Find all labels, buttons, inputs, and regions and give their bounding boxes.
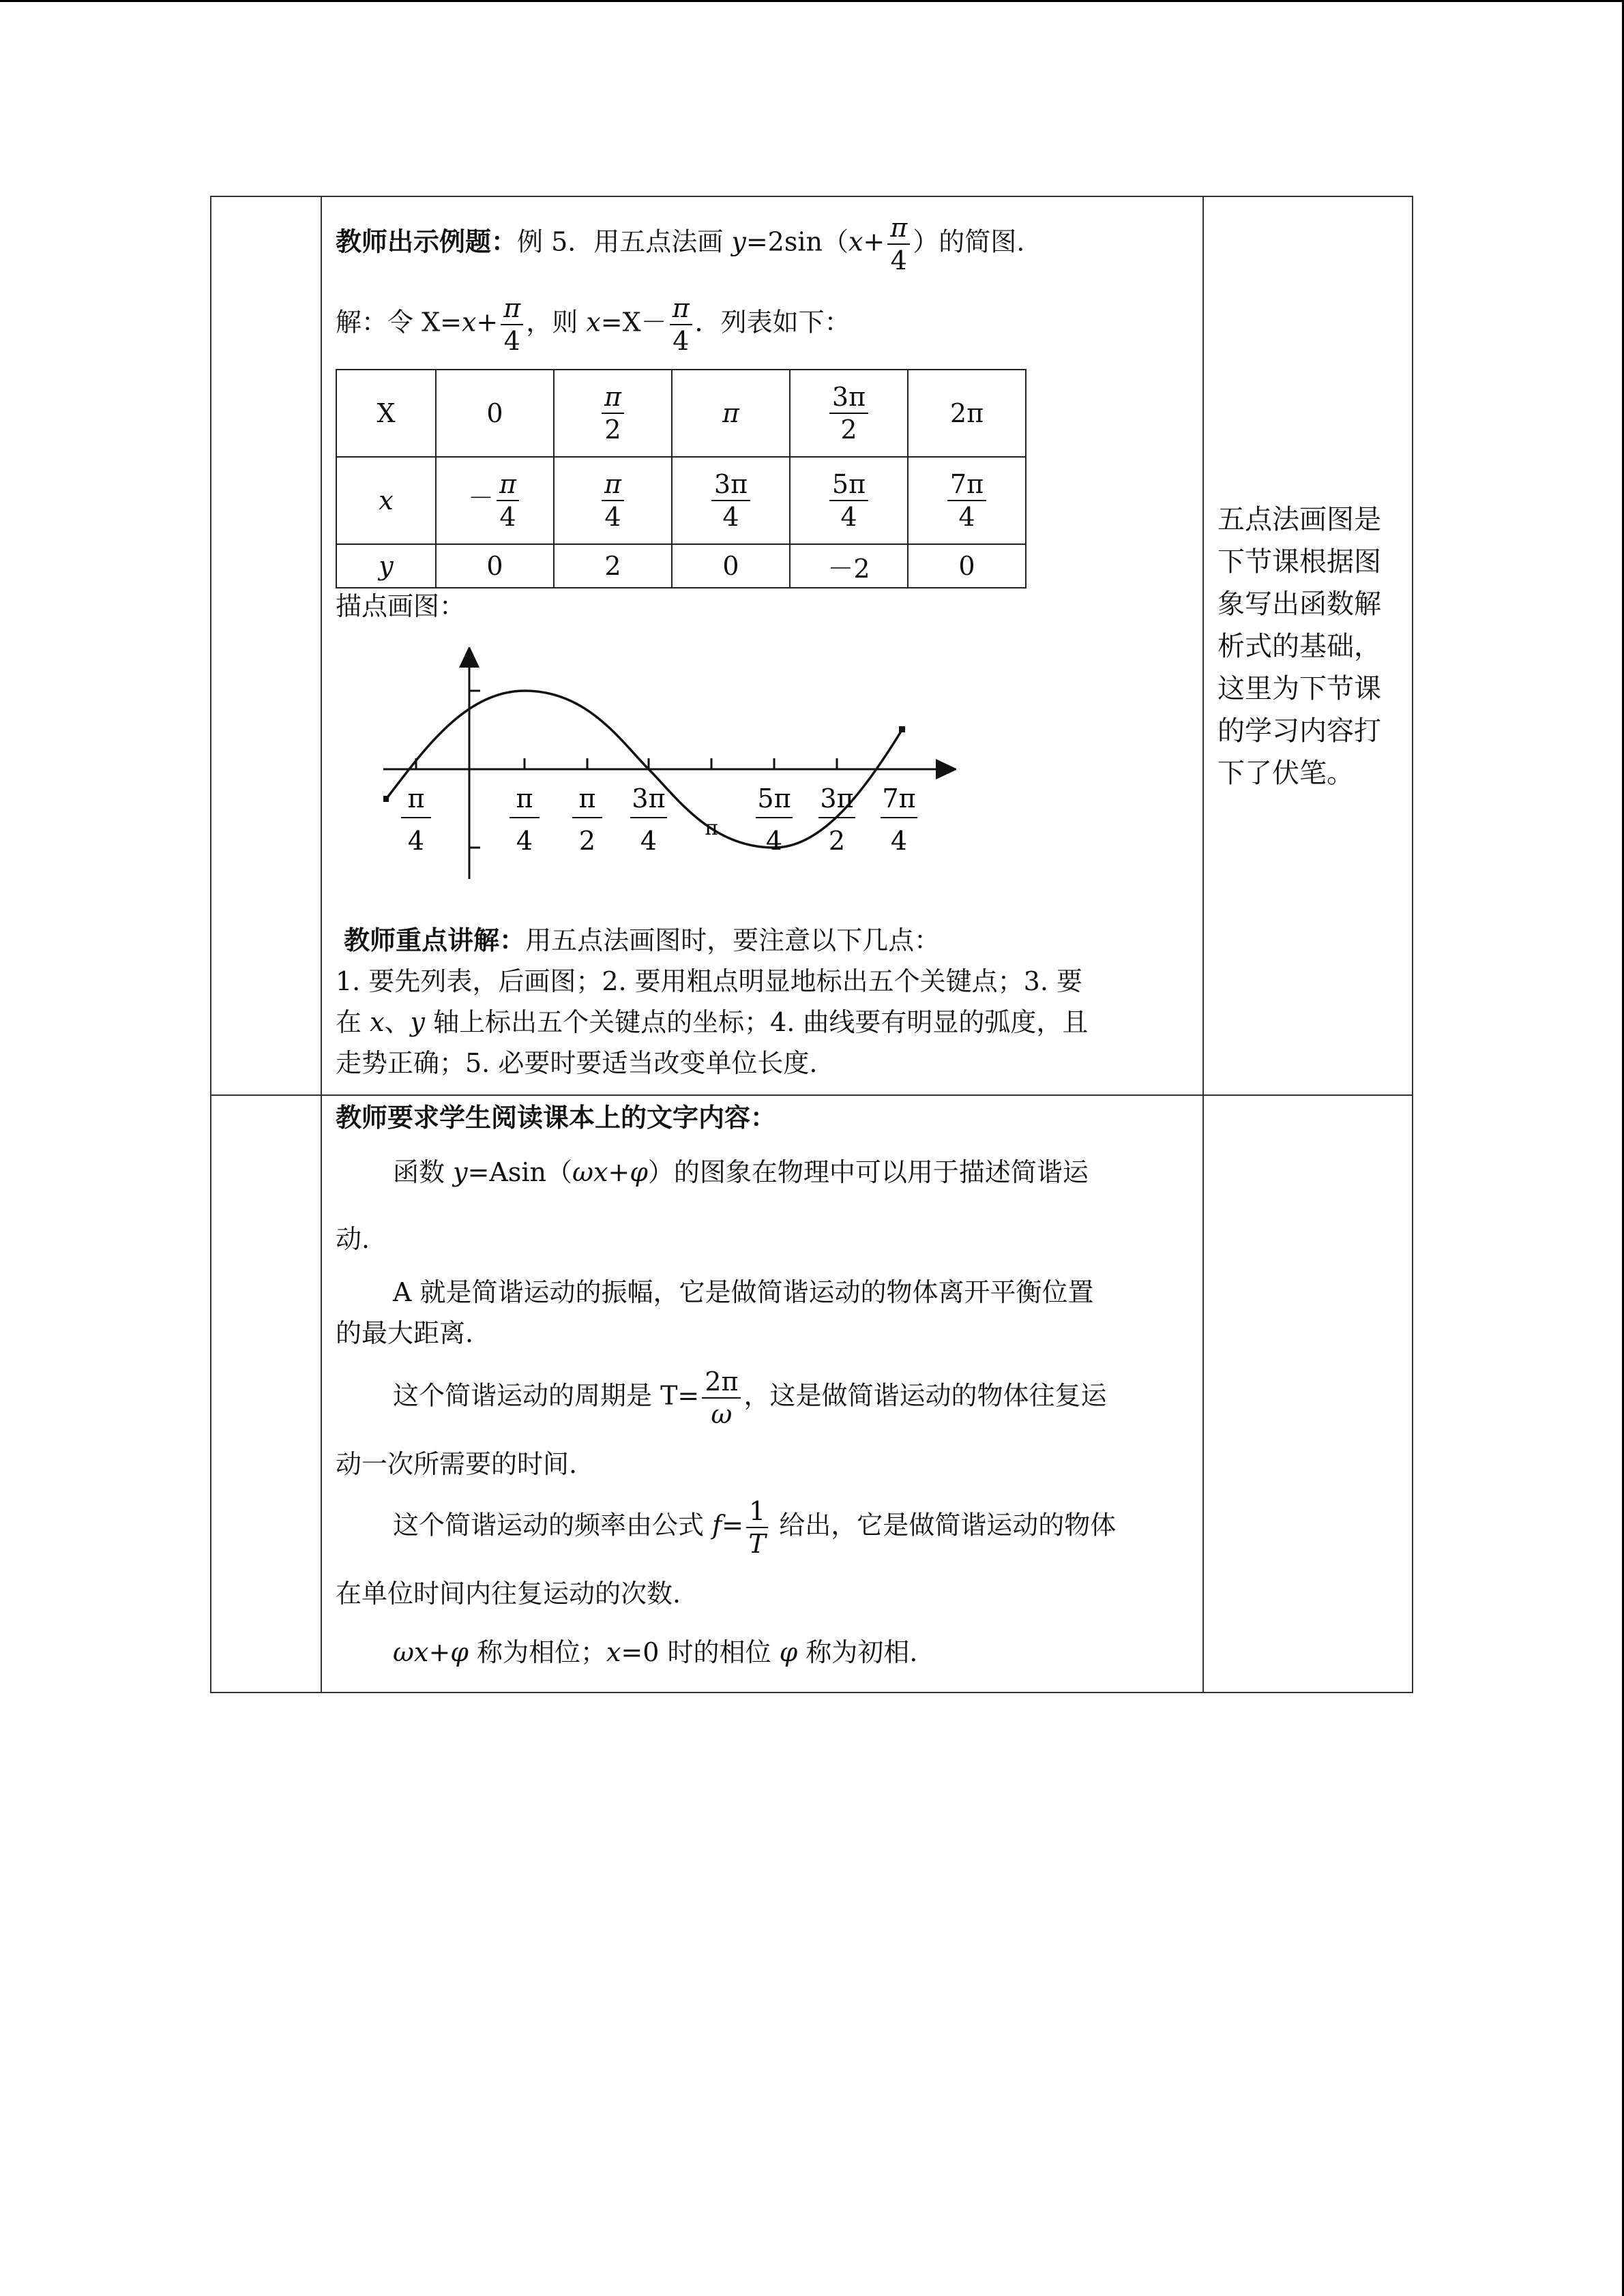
curve-endpoint-right (899, 726, 905, 732)
row2-main-cell (321, 1095, 1203, 1693)
table-cell: 0 (672, 544, 790, 588)
tick-label-den: 2 (828, 826, 846, 856)
cell-prefix: － (468, 483, 494, 513)
cell-frac-den: 4 (499, 502, 516, 532)
p4-b: 给出，它是做简谐运动的物体 (771, 1510, 1117, 1540)
cell-frac-num: π (602, 468, 624, 501)
p1-x: x (593, 1157, 608, 1187)
cell-frac-num: 5π (829, 468, 868, 501)
p1-b: =Asin（ (467, 1157, 572, 1187)
p3-b: ，这是做简谐运动的物体往复运 (743, 1380, 1107, 1411)
table-cell: 0 (436, 544, 554, 588)
table-cell: 2π (908, 370, 1026, 457)
p1-phi: φ (630, 1157, 648, 1187)
solution-frac1-num: π (501, 293, 523, 325)
cell-frac-num: 3π (829, 381, 868, 414)
cell-frac-den: 2 (604, 415, 621, 445)
row1-note-cell (1203, 196, 1413, 1095)
reading-p3-line1 (393, 1366, 1106, 1430)
solution-s2: ，则 (526, 307, 587, 338)
example-frac-num: π (887, 212, 910, 245)
tick-label-den: 4 (407, 826, 425, 856)
p4-a: 这个简谐运动的频率由公式 (393, 1510, 713, 1540)
reading-p2-line2: 的最大距离. (336, 1318, 474, 1348)
curve-endpoint-left (383, 796, 389, 802)
side-note: 五点法画图是下节课根据图象写出函数解析式的基础，这里为下节课的学习内容打下了伏笔。 (1217, 504, 1381, 789)
row1-main-cell (321, 196, 1203, 1095)
p5-plus: + (428, 1637, 451, 1667)
reading-p4-line2: 在单位时间内往复运动的次数. (336, 1579, 681, 1609)
example-func-end: ）的简图. (913, 226, 1025, 257)
table-cell: π (672, 370, 790, 457)
table-cell (790, 457, 908, 544)
lesson-table (210, 196, 1413, 1693)
cell-frac-den: 4 (604, 502, 621, 532)
cell-frac-num: π (497, 468, 519, 501)
example-fraction (887, 212, 910, 276)
table-cell: 0 (908, 544, 1026, 588)
tick-label-den: 4 (765, 826, 783, 856)
table-row-y (336, 544, 1026, 588)
cell-frac-num: 3π (711, 468, 750, 501)
cell-frac-num: 7π (947, 468, 986, 501)
table-cell (908, 457, 1026, 544)
table-cell (554, 370, 672, 457)
solution-frac1 (501, 293, 523, 357)
reading-p5 (393, 1632, 917, 1673)
p5-phi2: φ (779, 1637, 798, 1667)
tick-label-den: 4 (640, 826, 658, 856)
reading-p4-line1 (393, 1495, 1116, 1560)
pi-label: π (705, 816, 718, 840)
solution-frac2-num: π (670, 293, 692, 325)
table-cell: 2 (554, 544, 672, 588)
p5-phi: φ (450, 1637, 469, 1667)
table-row-x (336, 457, 1026, 544)
x-axis-arrow-icon (936, 759, 956, 779)
cell-frac-num: π (602, 381, 624, 414)
table-cell (790, 370, 908, 457)
p5-a: 称为相位； (468, 1637, 606, 1667)
solution-line (336, 293, 851, 357)
key-points-title-text: 用五点法画图时，要注意以下几点： (525, 925, 941, 955)
solution-s4: ．列表如下： (694, 307, 851, 338)
tick-label-den: 4 (516, 826, 533, 856)
row1-left-cell (211, 196, 321, 1095)
solution-frac2-den: 4 (673, 326, 690, 356)
cell-frac-den: 4 (722, 502, 739, 532)
key-points-title-bold: 教师重点讲解： (344, 925, 526, 955)
tick-label-den: 2 (578, 826, 596, 856)
p1-c: ）的图象在物理中可以用于描述简谐运 (647, 1157, 1089, 1187)
table-cell: －2 (790, 544, 908, 588)
example-lead-bold: 教师出示例题： (336, 226, 518, 257)
p3-a: 这个简谐运动的周期是 T= (393, 1380, 700, 1411)
tick-label-num: 5π (757, 784, 791, 814)
lesson-row-reading (211, 1095, 1413, 1693)
p5-omega: ω (393, 1637, 414, 1667)
example-line (336, 212, 1024, 276)
five-point-table (336, 369, 1027, 588)
cell-frac-den: 4 (840, 502, 857, 532)
key-points-line1: 1. 要先列表，后画图；2. 要用粗点明显地标出五个关键点；3. 要 (336, 966, 1083, 996)
p1-omega: ω (572, 1157, 593, 1187)
cell-frac-den: 2 (840, 415, 857, 445)
line2-c: 轴上标出五个关键点的坐标；4. 曲线要有明显的弧度，且 (425, 1007, 1089, 1037)
table-row-X (336, 370, 1026, 457)
tick-label-num: 7π (882, 784, 916, 814)
line2-x: x (370, 1007, 385, 1037)
reading-p2-line1: A 就是简谐运动的振幅，它是做简谐运动的物体离开平衡位置 (393, 1277, 1094, 1307)
p4-num: 1 (746, 1495, 768, 1528)
p4-den: T (748, 1529, 766, 1559)
example-x: x (848, 226, 863, 257)
p3-den: ω (711, 1399, 733, 1429)
line2-b: 、 (384, 1007, 411, 1037)
key-points-line2 (336, 1002, 1175, 1043)
period-fraction (702, 1366, 741, 1430)
cell-frac-den: 4 (958, 502, 975, 532)
row2-note-cell (1203, 1095, 1413, 1693)
solution-s1: 解：令 X= (336, 307, 462, 338)
solution-x1: x (461, 307, 477, 338)
example-frac-den: 4 (890, 245, 907, 275)
table-cell (672, 457, 790, 544)
y-axis-arrow-icon (459, 647, 479, 668)
table-header-X: X (336, 370, 436, 457)
table-header-y: y (336, 544, 436, 588)
lesson-row-example (211, 196, 1413, 1095)
p5-b: =0 时的相位 (621, 1637, 780, 1667)
tick-label-num: 3π (820, 784, 854, 814)
tick-label-num: π (407, 784, 425, 814)
line2-a: 在 (336, 1007, 370, 1037)
reading-p1-line2: 动. (336, 1224, 370, 1254)
p5-x: x (414, 1637, 429, 1667)
frequency-fraction (746, 1495, 768, 1560)
p3-num: 2π (702, 1366, 741, 1399)
table-header-x: x (336, 457, 436, 544)
solution-frac2 (670, 293, 692, 357)
line2-y: y (410, 1007, 426, 1037)
p5-x2: x (606, 1637, 621, 1667)
example-plus: + (863, 226, 885, 257)
example-lead-text: 例 5．用五点法画 (517, 226, 732, 257)
plot-label: 描点画图： (336, 591, 466, 621)
key-points-title (336, 920, 1175, 961)
table-cell (436, 457, 554, 544)
solution-frac1-den: 4 (503, 326, 520, 356)
top-border-line (0, 0, 1624, 2)
p5-c: 称为初相. (797, 1637, 918, 1667)
p4-eq: = (722, 1510, 744, 1540)
p4-f: f (712, 1510, 722, 1540)
tick-label-num: π (516, 784, 533, 814)
solution-x2: x (586, 307, 601, 338)
example-func-mid: =2sin（ (745, 226, 848, 257)
p1-plus: + (608, 1157, 630, 1187)
key-points-line3: 走势正确；5. 必要时要适当改变单位长度. (336, 1048, 818, 1078)
row2-left-cell (211, 1095, 321, 1693)
p1-y: y (453, 1157, 468, 1187)
tick-label-num: π (578, 784, 596, 814)
reading-p3-line2: 动一次所需要的时间. (336, 1449, 578, 1479)
table-cell: 0 (436, 370, 554, 457)
reading-title: 教师要求学生阅读课本上的文字内容： (336, 1102, 777, 1133)
tick-label-den: 4 (890, 826, 908, 856)
example-y: y (731, 226, 746, 257)
p1-a: 函数 (393, 1157, 454, 1187)
tick-label-num: 3π (632, 784, 666, 814)
solution-s3: =X－ (600, 307, 667, 338)
table-cell (554, 457, 672, 544)
key-points (336, 920, 1175, 1084)
solution-plus: + (476, 307, 499, 338)
reading-p1-line1 (393, 1152, 1089, 1193)
